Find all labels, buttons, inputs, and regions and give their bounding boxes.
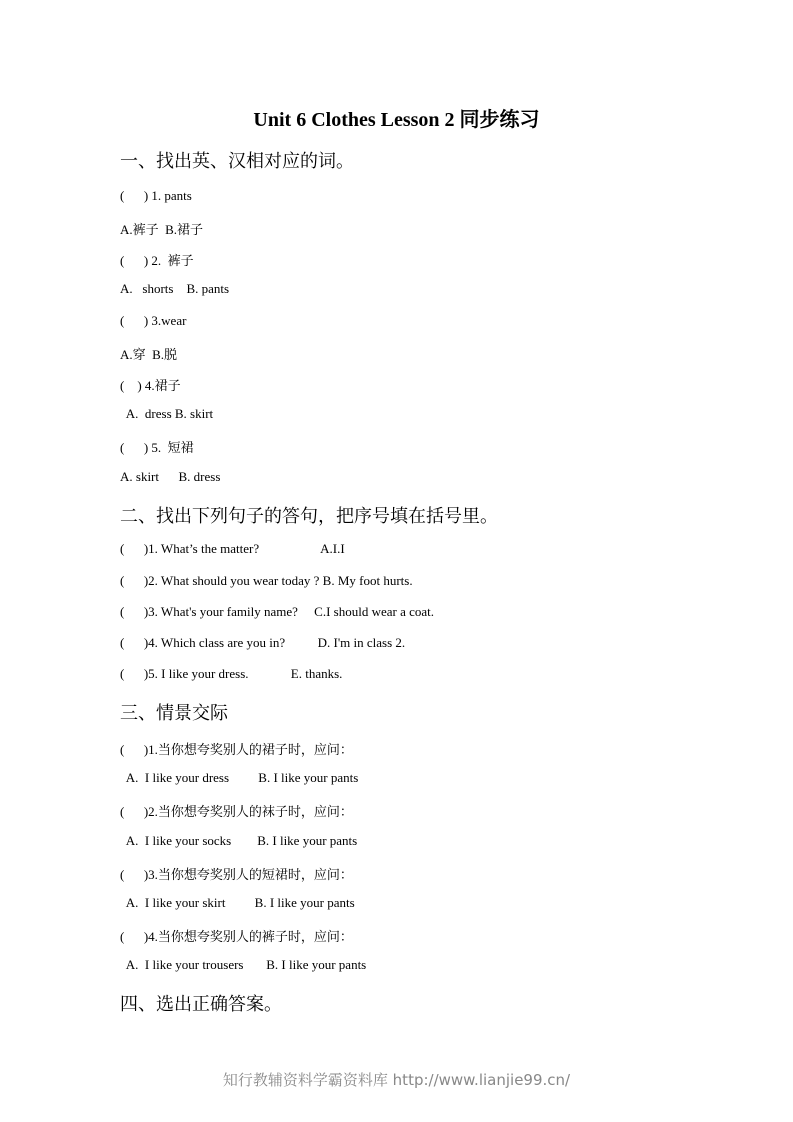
exercise-line: ( )2. What should you wear today ? B. My foot hurts. (120, 573, 413, 588)
exercise-line: ( )5. I like your dress. E. thanks. (120, 666, 343, 681)
exercise-line: A. I like your dress B. I like your pants (120, 770, 359, 785)
exercise-line: A. I like your trousers B. I like your pants (120, 957, 367, 972)
document-title: Unit 6 Clothes Lesson 2 同步练习 (253, 109, 540, 131)
section-heading-4: 四、选出正确答案。 (120, 994, 282, 1015)
exercise-line: A. I like your skirt B. I like your pants (120, 895, 355, 910)
exercise-line: ( ) 5. 短裙 (120, 440, 194, 455)
exercise-line: A.穿 B.脱 (120, 347, 178, 362)
exercise-line: ( )3.当你想夸奖别人的短裙时，应问： (120, 867, 353, 882)
exercise-line: A. shorts B. pants (120, 281, 230, 296)
section-heading-1: 一、找出英、汉相对应的词。 (120, 151, 354, 172)
exercise-line: A. I like your socks B. I like your pants (120, 833, 358, 848)
exercise-line: ( ) 1. pants (120, 188, 192, 203)
exercise-line: ( )1.当你想夸奖别人的裙子时，应问： (120, 742, 353, 757)
exercise-line: ( )4. Which class are you in? D. I'm in class 2. (120, 635, 406, 650)
exercise-line: ( ) 3.wear (120, 313, 187, 328)
section-heading-3: 三、情景交际 (120, 703, 228, 724)
exercise-line: ( ) 4.裙子 (120, 378, 181, 393)
exercise-line: ( )2.当你想夸奖别人的袜子时，应问： (120, 804, 353, 819)
exercise-line: ( ) 2. 裤子 (120, 253, 194, 268)
exercise-line: A. skirt B. dress (120, 469, 221, 484)
footer-watermark: 知行教辅资料学霸资料库 http://www.lianjie99.cn/ (222, 1071, 571, 1089)
section-heading-2: 二、找出下列句子的答句，把序号填在括号里。 (120, 506, 498, 527)
exercise-line: A.裤子 B.裙子 (120, 222, 204, 237)
exercise-line: A. dress B. skirt (120, 406, 214, 421)
exercise-line: ( )3. What's your family name? C.I should wear a coat. (120, 604, 435, 619)
exercise-line: ( )4.当你想夸奖别人的裤子时，应问： (120, 929, 353, 944)
exercise-line: ( )1. What’s the matter? A.I.I (120, 541, 345, 556)
